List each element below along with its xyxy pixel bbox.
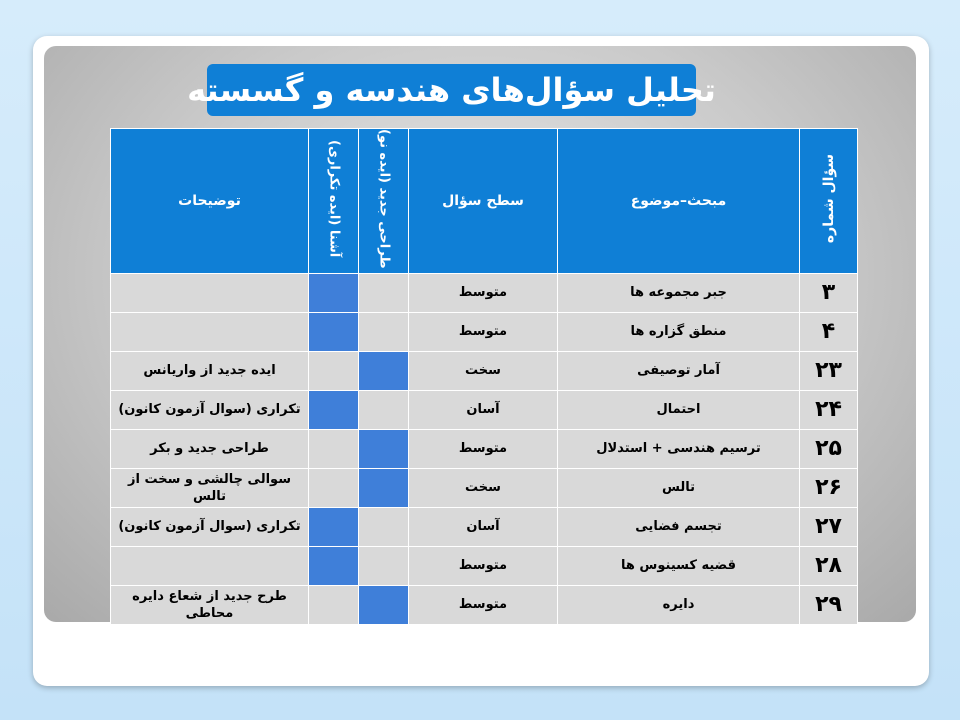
topic-cell: آمار توصیفی	[558, 351, 800, 390]
question-number-cell: ۲۳	[800, 351, 858, 390]
analysis-table	[110, 128, 858, 625]
table-row	[111, 312, 858, 351]
new-design-mark-cell	[359, 507, 409, 546]
level-cell: آسان	[409, 507, 558, 546]
notes-cell	[111, 312, 309, 351]
new-design-mark-cell	[359, 312, 409, 351]
header-number: سؤال شماره	[800, 129, 858, 274]
page-title: تحلیل سؤال‌های هندسه و گسسته	[187, 71, 716, 109]
table-row	[111, 429, 858, 468]
header-new-design: طراحی جدید (ایده نو)	[359, 129, 409, 274]
notes-cell: طراحی جدید و بکر	[111, 429, 309, 468]
notes-cell: تکراری (سوال آزمون کانون)	[111, 390, 309, 429]
notes-cell: طرح جدید از شعاع دایره محاطی	[111, 585, 309, 624]
table-row	[111, 390, 858, 429]
table-row	[111, 585, 858, 624]
familiar-mark-cell	[309, 546, 359, 585]
new-design-mark-cell	[359, 351, 409, 390]
topic-cell: جبر مجموعه ها	[558, 273, 800, 312]
familiar-mark-cell	[309, 468, 359, 507]
table-header-row	[111, 129, 858, 274]
topic-cell: قضیه کسینوس ها	[558, 546, 800, 585]
topic-cell: ترسیم هندسی + استدلال	[558, 429, 800, 468]
question-number-cell: ۲۸	[800, 546, 858, 585]
level-cell: سخت	[409, 351, 558, 390]
familiar-mark-cell	[309, 585, 359, 624]
header-level: سطح سؤال	[409, 129, 558, 274]
familiar-mark-cell	[309, 351, 359, 390]
level-cell: آسان	[409, 390, 558, 429]
table-row	[111, 273, 858, 312]
familiar-mark-cell	[309, 273, 359, 312]
header-familiar: آشنا (ایده تکراری)	[309, 129, 359, 274]
new-design-mark-cell	[359, 546, 409, 585]
level-cell: سخت	[409, 468, 558, 507]
topic-cell: احتمال	[558, 390, 800, 429]
header-topic: مبحث–موضوع	[558, 129, 800, 274]
question-number-cell: ۲۹	[800, 585, 858, 624]
header-notes: توضیحات	[111, 129, 309, 274]
level-cell: متوسط	[409, 546, 558, 585]
new-design-mark-cell	[359, 429, 409, 468]
question-number-cell: ۲۷	[800, 507, 858, 546]
new-design-mark-cell	[359, 273, 409, 312]
familiar-mark-cell	[309, 507, 359, 546]
question-number-cell: ۴	[800, 312, 858, 351]
question-number-cell: ۲۴	[800, 390, 858, 429]
question-number-cell: ۳	[800, 273, 858, 312]
level-cell: متوسط	[409, 429, 558, 468]
topic-cell: منطق گزاره ها	[558, 312, 800, 351]
question-number-cell: ۲۵	[800, 429, 858, 468]
notes-cell: سوالی چالشی و سخت از تالس	[111, 468, 309, 507]
title-banner	[187, 64, 716, 116]
topic-cell: دایره	[558, 585, 800, 624]
notes-cell: ایده جدید از واریانس	[111, 351, 309, 390]
new-design-mark-cell	[359, 390, 409, 429]
familiar-mark-cell	[309, 390, 359, 429]
question-number-cell: ۲۶	[800, 468, 858, 507]
new-design-mark-cell	[359, 468, 409, 507]
table-row	[111, 351, 858, 390]
level-cell: متوسط	[409, 312, 558, 351]
notes-cell	[111, 273, 309, 312]
notes-cell	[111, 546, 309, 585]
new-design-mark-cell	[359, 585, 409, 624]
notes-cell: تکراری (سوال آزمون کانون)	[111, 507, 309, 546]
familiar-mark-cell	[309, 312, 359, 351]
level-cell: متوسط	[409, 273, 558, 312]
level-cell: متوسط	[409, 585, 558, 624]
topic-cell: تجسم فضایی	[558, 507, 800, 546]
topic-cell: تالس	[558, 468, 800, 507]
table-row	[111, 546, 858, 585]
table-row	[111, 507, 858, 546]
familiar-mark-cell	[309, 429, 359, 468]
table-row	[111, 468, 858, 507]
